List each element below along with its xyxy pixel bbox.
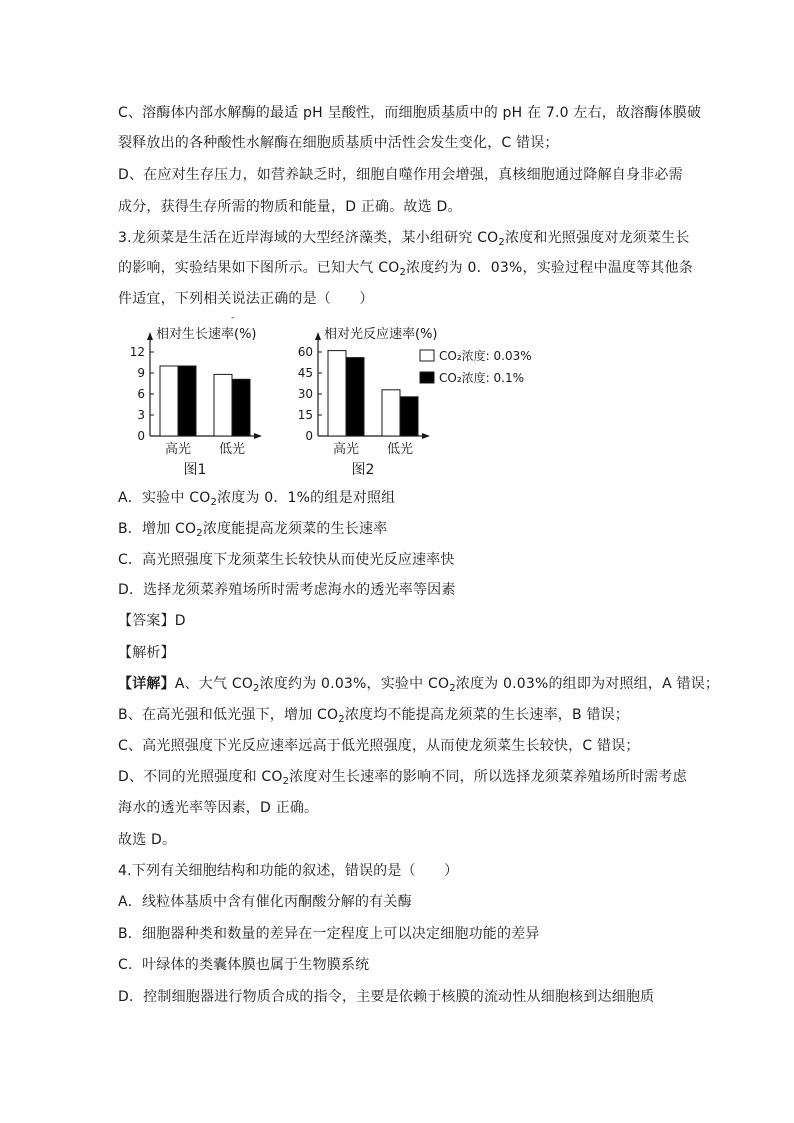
prev-analysis-d-line2: 成分，获得生存所需的物质和能量，D 正确。故选 D。 (118, 199, 462, 215)
bar (382, 390, 400, 436)
figure-2 (298, 326, 532, 478)
x-category-label: 低光 (386, 442, 414, 457)
figure-caption: 图1 (183, 462, 207, 478)
x-category-label: 低光 (218, 442, 246, 457)
y-axis-arrow (147, 332, 153, 340)
q3-detail-line2: B、在高光强和低光强下，增加 $CO_2$浓度均不能提高龙须菜的生长速率，B 错误； (118, 707, 630, 725)
q4-option-b: B．细胞器种类和数量的差异在一定程度上可以决定细胞功能的差异 (118, 926, 540, 942)
q4-stem: 4.下列有关细胞结构和功能的叙述，错误的是（ ） (118, 863, 459, 879)
q3-stem-line3: 件适宜，下列相关说法正确的是（ ） (118, 291, 374, 307)
y-tick-label: 6 (137, 387, 145, 401)
y-tick-label: 60 (297, 345, 313, 359)
bar (178, 366, 196, 436)
q3-figures (118, 318, 548, 480)
y-tick-label: 12 (129, 345, 145, 359)
x-category-label: 高光 (332, 442, 360, 457)
legend-label: CO₂浓度: 0.1% (439, 371, 524, 385)
y-tick-label: 0 (137, 429, 145, 443)
q4-option-c: C．叶绿体的类囊体膜也属于生物膜系统 (118, 957, 370, 973)
prev-analysis-d-line1: D、在应对生存压力，如营养缺乏时，细胞自噬作用会增强，真核细胞通过降解自身非必需 (118, 167, 683, 183)
q3-option-a: A．实验中 $CO_2$浓度为 0．1%的组是对照组 (118, 490, 396, 508)
q3-option-d: D．选择龙须菜养殖场所时需考虑海水的透光率等因素 (118, 582, 456, 598)
y-tick-label: 9 (137, 366, 145, 380)
chart-title: 相对光反应速率(%) (324, 327, 438, 342)
x-category-label: 高光 (164, 442, 192, 457)
x-axis-arrow (254, 433, 262, 439)
q3-answer: 【答案】D (118, 613, 186, 629)
q3-detail-line3: C、高光照强度下光反应速率远高于低光照强度，从而使龙须菜生长较快，C 错误； (118, 738, 640, 754)
figure-1 (130, 326, 262, 478)
y-tick-label: 30 (297, 387, 313, 401)
q3-stem-line2: 的影响，实验结果如下图所示。已知大气 $CO_2$浓度约为 0．03%，实验过程中温度等其他条 (118, 260, 693, 278)
x-axis-arrow (422, 433, 430, 439)
q3-detail-line1: 【详解】A、大气 $CO_2$浓度约为 0.03%，实验中 $CO_2$浓度为 0.03%的组即为对照组，A 错误； (118, 676, 720, 694)
y-tick-label: 3 (137, 408, 145, 422)
y-tick-label: 45 (297, 366, 313, 380)
legend-swatch (420, 372, 434, 383)
q3-detail-line4: D、不同的光照强度和 $CO_2$浓度对生长速率的影响不同，所以选择龙须菜养殖场所时需考虑 (118, 769, 687, 787)
q3-stem-line1: 3.龙须菜是生活在近岸海域的大型经济藻类，某小组研究 $CO_2$浓度和光照强度对龙须菜生长 (118, 230, 690, 248)
bar (214, 374, 232, 436)
y-tick-label: 0 (305, 429, 313, 443)
bar (346, 358, 364, 436)
bar (160, 366, 178, 436)
bar (400, 397, 418, 436)
q4-option-d: D．控制细胞器进行物质合成的指令，主要是依赖于核膜的流动性从细胞核到达细胞质 (118, 989, 655, 1005)
bar (328, 351, 346, 436)
q3-detail-line5: 海水的透光率等因素，D 正确。 (118, 800, 319, 816)
stray-dash: - (231, 313, 235, 323)
q3-analysis-heading: 【解析】 (118, 645, 175, 661)
figure-caption: 图2 (351, 462, 375, 478)
q3-detail-line6: 故选 D。 (118, 832, 177, 848)
q4-option-a: A．线粒体基质中含有催化丙酮酸分解的有关酶 (118, 894, 412, 910)
y-axis-arrow (315, 332, 321, 340)
legend-label: CO₂浓度: 0.03% (439, 349, 532, 363)
q3-option-b: B．增加 $CO_2$浓度能提高龙须菜的生长速率 (118, 521, 388, 539)
legend-swatch (420, 350, 434, 361)
y-tick-label: 15 (297, 408, 313, 422)
prev-analysis-c-line1: C、溶酶体内部水解酶的最适 pH 呈酸性，而细胞质基质中的 pH 在 7.0 左右，故溶酶体膜破 (118, 105, 702, 121)
q3-option-c: C．高光照强度下龙须菜生长较快从而使光反应速率快 (118, 552, 455, 568)
prev-analysis-c-line2: 裂释放出的各种酸性水解酶在细胞质基质中活性会发生变化，C 错误； (118, 135, 559, 151)
bar (232, 379, 250, 436)
chart-title: 相对生长速率(%) (156, 327, 257, 342)
